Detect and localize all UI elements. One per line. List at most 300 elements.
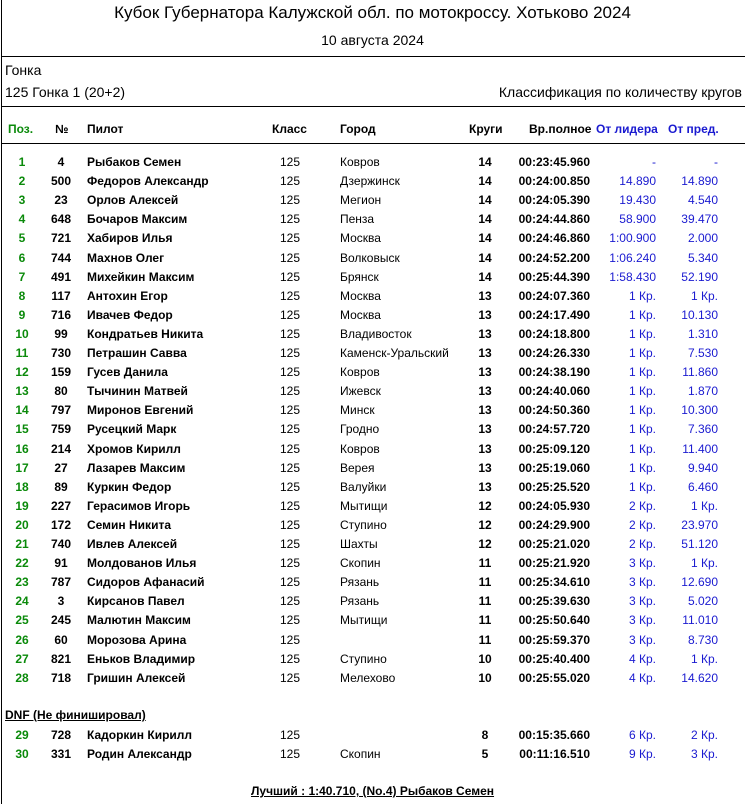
- header-num: №: [55, 122, 69, 136]
- cell-total-time: 00:24:05.930: [518, 498, 590, 513]
- cell-number: 331: [50, 747, 72, 762]
- cell-gap-prev: 1.870: [687, 384, 718, 399]
- cell-class: 125: [279, 403, 301, 418]
- cell-class: 125: [279, 460, 301, 475]
- cell-position: 29: [15, 728, 29, 742]
- cell-position: 13: [15, 384, 29, 399]
- table-row: [0, 747, 745, 766]
- cell-pilot-name: Федоров Александр: [87, 174, 209, 189]
- cell-laps: 11: [478, 575, 492, 590]
- cell-pilot-name: Гришин Алексей: [87, 670, 186, 685]
- cell-pilot-name: Рыбаков Семен: [87, 155, 182, 169]
- cell-pilot-name: Сидоров Афанасий: [87, 575, 205, 590]
- cell-gap-prev: 10.130: [681, 307, 718, 322]
- cell-city: Волковыск: [340, 250, 400, 265]
- cell-laps: 13: [478, 441, 492, 456]
- cell-laps: 11: [478, 594, 492, 609]
- cell-gap-leader: 58.900: [619, 212, 656, 227]
- cell-city: Владивосток: [340, 326, 412, 341]
- cell-class: 125: [279, 365, 301, 380]
- cell-number: 3: [57, 594, 65, 609]
- divider: [2, 106, 745, 107]
- cell-class: 125: [279, 326, 301, 341]
- cell-city: Рязань: [340, 575, 380, 590]
- cell-position: 12: [15, 365, 29, 380]
- cell-total-time: 00:25:34.610: [518, 575, 590, 590]
- cell-laps: 13: [478, 460, 492, 475]
- cell-gap-leader: 6 Кр.: [628, 728, 656, 742]
- classification-type: Классификация по количеству кругов: [498, 84, 742, 100]
- cell-class: 125: [279, 479, 301, 494]
- cell-pilot-name: Махнов Олег: [87, 250, 165, 265]
- table-row: [0, 422, 745, 441]
- cell-gap-prev: 1 Кр.: [690, 556, 718, 571]
- table-row: [0, 518, 745, 537]
- cell-laps: 13: [478, 326, 492, 341]
- cell-total-time: 00:23:45.960: [518, 155, 590, 169]
- cell-gap-prev: 6.460: [687, 479, 718, 494]
- cell-city: Шахты: [340, 537, 378, 551]
- cell-gap-prev: 11.860: [682, 365, 718, 380]
- cell-class: 125: [279, 193, 301, 208]
- table-row: [0, 384, 745, 403]
- cell-position: 22: [15, 556, 29, 571]
- cell-number: 821: [50, 651, 72, 666]
- cell-position: 26: [15, 632, 29, 647]
- cell-pilot-name: Русецкий Марк: [87, 422, 177, 437]
- header-from-leader: От лидера: [596, 122, 658, 136]
- table-row: [0, 155, 745, 174]
- cell-gap-prev: 8.730: [687, 632, 718, 647]
- cell-city: Мегион: [340, 193, 382, 208]
- table-row: [0, 499, 745, 518]
- cell-total-time: 00:25:09.120: [518, 441, 590, 456]
- cell-pilot-name: Родин Александр: [87, 747, 192, 762]
- cell-gap-leader: 2 Кр.: [628, 537, 656, 551]
- cell-gap-prev: 4.540: [687, 193, 718, 208]
- cell-gap-prev: 10.300: [681, 403, 718, 418]
- cell-position: 27: [15, 651, 29, 666]
- cell-number: 491: [50, 269, 72, 284]
- header-pos: Поз.: [8, 122, 34, 136]
- cell-gap-prev: 11.400: [682, 441, 718, 456]
- cell-gap-prev: 51.120: [681, 537, 718, 551]
- cell-laps: 13: [478, 365, 492, 380]
- cell-gap-prev: 7.530: [687, 346, 718, 360]
- cell-number: 89: [54, 479, 68, 494]
- cell-class: 125: [279, 556, 301, 571]
- cell-total-time: 00:24:00.850: [518, 174, 590, 189]
- cell-total-time: 00:24:46.860: [518, 231, 590, 246]
- header-class: Класс: [272, 122, 307, 136]
- cell-pilot-name: Антохин Егор: [87, 288, 168, 303]
- cell-city: Ступино: [340, 517, 387, 532]
- cell-laps: 12: [478, 517, 492, 532]
- cell-gap-prev: 2.000: [687, 231, 718, 246]
- table-row: [0, 728, 745, 747]
- cell-position: 10: [15, 326, 29, 341]
- divider: [2, 56, 745, 57]
- cell-class: 125: [279, 632, 301, 647]
- cell-pilot-name: Кадоркин Кирилл: [87, 728, 193, 742]
- cell-gap-leader: 2 Кр.: [628, 517, 656, 532]
- cell-total-time: 00:24:17.490: [518, 307, 590, 322]
- cell-position: 2: [18, 174, 26, 189]
- cell-gap-leader: 1:06.240: [609, 250, 656, 265]
- cell-pilot-name: Миронов Евгений: [87, 403, 194, 418]
- cell-laps: 14: [478, 174, 492, 189]
- table-row: [0, 365, 745, 384]
- cell-number: 245: [50, 613, 72, 628]
- best-lap: Лучший : 1:40.710, (No.4) Рыбаков Семен: [250, 784, 495, 798]
- cell-class: 125: [279, 537, 301, 551]
- cell-class: 125: [279, 384, 301, 399]
- cell-position: 28: [15, 670, 29, 685]
- cell-city: Каменск-Уральский: [340, 346, 449, 360]
- table-row: [0, 270, 745, 289]
- cell-class: 125: [279, 231, 301, 246]
- cell-laps: 13: [478, 384, 492, 399]
- cell-class: 125: [279, 441, 301, 456]
- cell-laps: 11: [478, 613, 492, 628]
- cell-pilot-name: Ивачев Федор: [87, 307, 173, 322]
- cell-gap-prev: 9.940: [687, 460, 718, 475]
- cell-pilot-name: Малютин Максим: [87, 613, 191, 628]
- header-total-time: Вр.полное: [529, 122, 592, 136]
- cell-class: 125: [279, 594, 301, 609]
- cell-pilot-name: Кондратьев Никита: [87, 326, 204, 341]
- cell-pilot-name: Морозова Арина: [87, 632, 187, 647]
- table-row: [0, 212, 745, 231]
- cell-position: 30: [15, 747, 29, 762]
- cell-gap-leader: 1 Кр.: [628, 346, 656, 360]
- cell-city: Брянск: [340, 269, 379, 284]
- cell-total-time: 00:25:40.400: [518, 651, 590, 666]
- cell-total-time: 00:25:39.630: [518, 594, 590, 609]
- cell-gap-leader: 1 Кр.: [628, 384, 656, 399]
- cell-gap-leader: 2 Кр.: [628, 498, 656, 513]
- cell-number: 4: [57, 155, 65, 169]
- cell-position: 11: [15, 346, 29, 360]
- cell-pilot-name: Герасимов Игорь: [87, 498, 191, 513]
- cell-laps: 14: [478, 250, 492, 265]
- table-row: [0, 442, 745, 461]
- cell-number: 648: [50, 212, 72, 227]
- cell-laps: 12: [478, 537, 492, 551]
- cell-gap-leader: 1 Кр.: [628, 307, 656, 322]
- cell-city: Пенза: [340, 212, 375, 227]
- cell-pilot-name: Хромов Кирилл: [87, 441, 181, 456]
- cell-pilot-name: Семин Никита: [87, 517, 171, 532]
- cell-gap-leader: 1:00.900: [609, 231, 656, 246]
- cell-laps: 13: [478, 288, 492, 303]
- cell-total-time: 00:24:38.190: [518, 365, 590, 380]
- cell-gap-prev: 1 Кр.: [690, 498, 718, 513]
- cell-gap-leader: 19.430: [619, 193, 656, 208]
- cell-number: 759: [50, 422, 72, 437]
- cell-gap-prev: 1.310: [687, 326, 718, 341]
- cell-number: 730: [50, 346, 72, 360]
- section-label: Гонка: [5, 62, 42, 78]
- cell-class: 125: [279, 250, 301, 265]
- race-name: 125 Гонка 1 (20+2): [5, 84, 126, 100]
- cell-class: 125: [279, 422, 301, 437]
- cell-number: 117: [51, 288, 71, 303]
- cell-city: Верея: [340, 460, 375, 475]
- cell-city: Гродно: [340, 422, 380, 437]
- cell-city: Ступино: [340, 651, 387, 666]
- cell-city: Дзержинск: [340, 174, 400, 189]
- cell-total-time: 00:24:44.860: [518, 212, 590, 227]
- cell-laps: 13: [478, 307, 492, 322]
- table-row: [0, 461, 745, 480]
- cell-position: 5: [18, 231, 26, 246]
- cell-position: 3: [18, 193, 26, 208]
- cell-position: 19: [15, 498, 29, 513]
- cell-position: 17: [15, 460, 29, 475]
- cell-gap-leader: 4 Кр.: [628, 670, 656, 685]
- cell-total-time: 00:24:07.360: [518, 288, 590, 303]
- cell-total-time: 00:25:55.020: [518, 670, 590, 685]
- table-row: [0, 671, 745, 690]
- cell-pilot-name: Орлов Алексей: [87, 193, 179, 208]
- cell-class: 125: [279, 174, 301, 189]
- cell-number: 27: [54, 460, 68, 475]
- table-row: [0, 556, 745, 575]
- cell-position: 18: [15, 479, 29, 494]
- cell-number: 214: [50, 441, 72, 456]
- table-row: [0, 633, 745, 652]
- header-from-prev: От пред.: [668, 122, 719, 136]
- table-row: [0, 403, 745, 422]
- cell-gap-prev: 11.010: [682, 613, 718, 628]
- table-row: [0, 289, 745, 308]
- cell-gap-prev: 2 Кр.: [690, 728, 718, 742]
- cell-laps: 8: [481, 728, 489, 742]
- cell-class: 125: [279, 155, 301, 169]
- header-pilot: Пилот: [87, 122, 124, 136]
- cell-number: 728: [50, 728, 72, 742]
- cell-total-time: 00:24:29.900: [518, 517, 590, 532]
- cell-laps: 5: [481, 747, 489, 762]
- divider: [2, 143, 745, 144]
- cell-gap-leader: 9 Кр.: [628, 747, 656, 762]
- cell-gap-leader: 3 Кр.: [628, 632, 656, 647]
- table-row: [0, 346, 745, 365]
- cell-total-time: 00:25:21.920: [518, 556, 590, 571]
- cell-gap-leader: 1 Кр.: [628, 422, 656, 437]
- cell-number: 787: [50, 575, 72, 590]
- cell-pilot-name: Михейкин Максим: [87, 269, 195, 284]
- cell-number: 721: [50, 231, 72, 246]
- table-row: [0, 251, 745, 270]
- cell-gap-prev: 1 Кр.: [690, 651, 718, 666]
- cell-total-time: 00:25:50.640: [518, 613, 590, 628]
- cell-gap-prev: 23.970: [681, 517, 718, 532]
- table-row: [0, 327, 745, 346]
- cell-gap-prev: 39.470: [681, 212, 718, 227]
- cell-gap-leader: 1:58.430: [609, 269, 656, 284]
- cell-class: 125: [279, 212, 301, 227]
- cell-class: 125: [279, 670, 301, 685]
- cell-gap-leader: 1 Кр.: [628, 441, 656, 456]
- cell-gap-leader: 1 Кр.: [628, 403, 656, 418]
- cell-gap-prev: 12.690: [681, 575, 718, 590]
- cell-number: 227: [50, 498, 72, 513]
- cell-gap-prev: 14.890: [681, 174, 718, 189]
- cell-class: 125: [279, 307, 301, 322]
- cell-gap-prev: 7.360: [687, 422, 718, 437]
- cell-pilot-name: Хабиров Илья: [87, 231, 173, 246]
- table-row: [0, 231, 745, 250]
- cell-total-time: 00:25:44.390: [518, 269, 590, 284]
- cell-total-time: 00:24:05.390: [518, 193, 590, 208]
- cell-pilot-name: Куркин Федор: [87, 479, 172, 494]
- cell-laps: 14: [478, 212, 492, 227]
- cell-position: 9: [18, 307, 26, 322]
- header-city: Город: [340, 122, 376, 136]
- cell-city: Мелехово: [340, 670, 396, 685]
- cell-gap-leader: 1 Кр.: [628, 288, 656, 303]
- cell-laps: 14: [478, 231, 492, 246]
- cell-pilot-name: Петрашин Савва: [87, 346, 187, 360]
- cell-number: 744: [50, 250, 72, 265]
- cell-gap-prev: 1 Кр.: [690, 288, 718, 303]
- cell-number: 740: [50, 537, 72, 551]
- cell-class: 125: [279, 346, 301, 360]
- dnf-label: DNF (Не финишировал): [5, 708, 146, 722]
- cell-number: 23: [54, 193, 68, 208]
- cell-gap-leader: -: [652, 155, 656, 169]
- cell-position: 7: [18, 269, 26, 284]
- cell-laps: 11: [478, 632, 492, 647]
- cell-class: 125: [279, 728, 301, 742]
- cell-laps: 13: [478, 346, 492, 360]
- cell-laps: 13: [478, 422, 492, 437]
- cell-city: Москва: [340, 231, 381, 246]
- cell-total-time: 00:24:50.360: [518, 403, 590, 418]
- cell-city: Мытищи: [340, 498, 388, 513]
- cell-laps: 13: [478, 403, 492, 418]
- table-row: [0, 193, 745, 212]
- cell-laps: 12: [478, 498, 492, 513]
- cell-class: 125: [279, 651, 301, 666]
- table-row: [0, 174, 745, 193]
- cell-pilot-name: Молдованов Илья: [87, 556, 197, 571]
- cell-number: 99: [54, 326, 68, 341]
- cell-city: Мытищи: [340, 613, 388, 628]
- cell-total-time: 00:24:18.800: [518, 326, 590, 341]
- cell-gap-leader: 3 Кр.: [628, 575, 656, 590]
- cell-total-time: 00:25:25.520: [518, 479, 590, 494]
- table-row: [0, 594, 745, 613]
- event-date: 10 августа 2024: [321, 32, 424, 48]
- cell-laps: 13: [478, 479, 492, 494]
- cell-gap-leader: 1 Кр.: [628, 365, 656, 380]
- cell-total-time: 00:25:19.060: [518, 460, 590, 475]
- cell-number: 91: [54, 556, 68, 571]
- cell-class: 125: [279, 498, 301, 513]
- table-row: [0, 480, 745, 499]
- cell-total-time: 00:25:59.370: [518, 632, 590, 647]
- cell-gap-prev: 5.020: [687, 594, 718, 609]
- table-row: [0, 652, 745, 671]
- cell-total-time: 00:15:35.660: [518, 728, 590, 742]
- cell-total-time: 00:24:26.330: [518, 346, 590, 360]
- cell-gap-prev: 5.340: [687, 250, 718, 265]
- cell-number: 716: [50, 307, 72, 322]
- cell-position: 14: [15, 403, 29, 418]
- cell-number: 797: [50, 403, 72, 418]
- cell-gap-leader: 1 Кр.: [628, 479, 656, 494]
- table-row: [0, 575, 745, 594]
- cell-pilot-name: Кирсанов Павел: [87, 594, 185, 609]
- cell-number: 172: [50, 517, 72, 532]
- cell-gap-prev: -: [714, 155, 718, 169]
- cell-city: Ковров: [340, 365, 380, 380]
- cell-position: 15: [15, 422, 29, 437]
- cell-laps: 14: [478, 155, 492, 169]
- cell-gap-prev: 14.620: [681, 670, 718, 685]
- cell-total-time: 00:25:21.020: [518, 537, 590, 551]
- cell-total-time: 00:24:57.720: [518, 422, 590, 437]
- cell-total-time: 00:24:40.060: [518, 384, 590, 399]
- cell-city: Ковров: [340, 155, 380, 169]
- table-row: [0, 537, 745, 556]
- cell-city: Москва: [340, 288, 381, 303]
- cell-number: 500: [50, 174, 72, 189]
- cell-gap-leader: 14.890: [619, 174, 656, 189]
- cell-class: 125: [279, 747, 301, 762]
- cell-class: 125: [279, 613, 301, 628]
- cell-city: Валуйки: [340, 479, 387, 494]
- cell-gap-prev: 3 Кр.: [690, 747, 718, 762]
- cell-class: 125: [279, 288, 301, 303]
- cell-city: Ижевск: [340, 384, 381, 399]
- cell-pilot-name: Гусев Данила: [87, 365, 168, 380]
- cell-position: 6: [18, 250, 26, 265]
- cell-position: 4: [18, 212, 26, 227]
- cell-laps: 14: [478, 193, 492, 208]
- cell-position: 21: [15, 537, 29, 551]
- cell-gap-leader: 3 Кр.: [628, 556, 656, 571]
- cell-class: 125: [279, 269, 301, 284]
- page-title: Кубок Губернатора Калужской обл. по мотокроссу. Хотьково 2024: [114, 3, 631, 22]
- cell-position: 20: [15, 517, 29, 532]
- cell-number: 60: [54, 632, 68, 647]
- cell-position: 24: [15, 594, 29, 609]
- cell-gap-leader: 1 Кр.: [628, 460, 656, 475]
- cell-position: 23: [15, 575, 29, 590]
- cell-laps: 10: [478, 670, 492, 685]
- cell-class: 125: [279, 575, 301, 590]
- header-laps: Круги: [469, 122, 503, 136]
- cell-gap-prev: 52.190: [681, 269, 718, 284]
- cell-pilot-name: Тычинин Матвей: [87, 384, 188, 399]
- cell-position: 1: [18, 155, 26, 169]
- table-row: [0, 308, 745, 327]
- cell-city: Скопин: [340, 556, 381, 571]
- cell-pilot-name: Ивлев Алексей: [87, 537, 178, 551]
- table-row: [0, 613, 745, 632]
- cell-laps: 14: [478, 269, 492, 284]
- cell-laps: 10: [478, 651, 492, 666]
- cell-laps: 11: [478, 556, 492, 571]
- cell-city: Скопин: [340, 747, 381, 762]
- cell-city: Минск: [340, 403, 375, 418]
- cell-total-time: 00:24:52.200: [518, 250, 590, 265]
- cell-city: Рязань: [340, 594, 380, 609]
